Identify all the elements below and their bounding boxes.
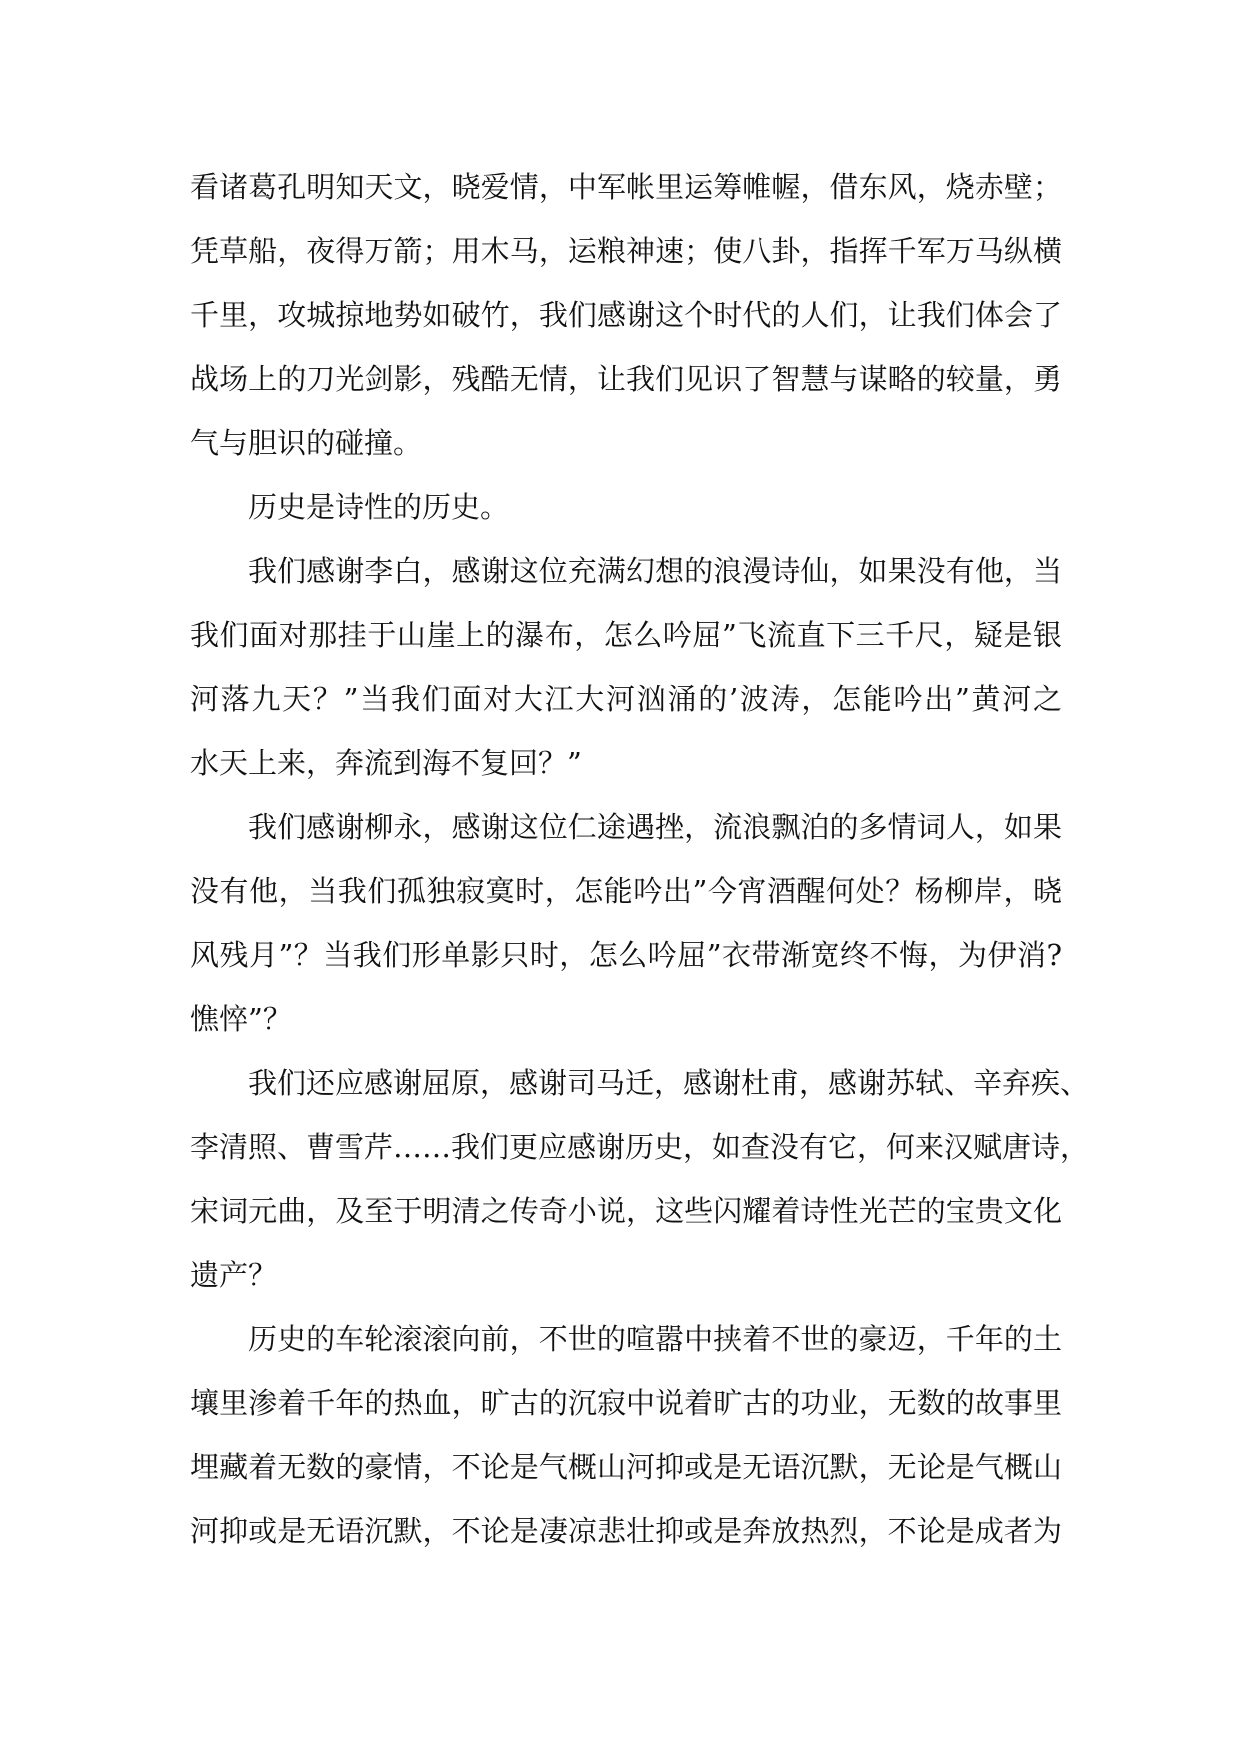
paragraph: [190, 1307, 1062, 1563]
text-line: 李清照、曹雪芹……我们更应感谢历史，如查没有它，何来汉赋唐诗，: [190, 1130, 1090, 1164]
text-line: 凭草船，夜得万箭；用木马，运粮神速；使八卦，指挥千军万马纵横: [190, 234, 1062, 268]
text-line: 遗产？: [190, 1258, 278, 1292]
text-line: 没有他，当我们孤独寂寞时，怎能吟出”今宵酒醒何处？杨柳岸，晓: [190, 874, 1062, 908]
text-line: 埋藏着无数的豪情，不论是气概山河抑或是无语沉默，无论是气概山: [190, 1450, 1062, 1484]
text-line: 河抑或是无语沉默，不论是凄凉悲壮抑或是奔放热烈，不论是成者为: [190, 1514, 1062, 1548]
text-line: 看诸葛孔明知天文，晓爱情，中军帐里运筹帷幄，借东风，烧赤壁；: [190, 170, 1062, 204]
document-body: [190, 155, 1090, 1563]
text-line: 我们感谢柳永，感谢这位仁途遇挫，流浪飘泊的多情词人，如果: [248, 810, 1062, 844]
text-line: 憔悴”？: [190, 1002, 292, 1036]
text-line: 宋词元曲，及至于明清之传奇小说，这些闪耀着诗性光芒的宝贵文化: [190, 1194, 1062, 1228]
text-line: 战场上的刀光剑影，残酷无情，让我们见识了智慧与谋略的较量，勇: [190, 362, 1062, 396]
text-line: 我们面对那挂于山崖上的瀑布，怎么吟屈”飞流直下三千尺，疑是银: [190, 618, 1062, 652]
text-line: 水天上来，奔流到海不复回？”: [190, 746, 582, 780]
text-line: 千里，攻城掠地势如破竹，我们感谢这个时代的人们，让我们体会了: [190, 298, 1062, 332]
text-line: 历史的车轮滚滚向前，不世的喧嚣中挟着不世的豪迈，千年的土: [248, 1322, 1062, 1356]
text-line: 壤里渗着千年的热血，旷古的沉寂中说着旷古的功业，无数的故事里: [190, 1386, 1062, 1420]
paragraph: [190, 539, 1062, 795]
paragraph: [190, 795, 1062, 1051]
text-line: 我们感谢李白，感谢这位充满幻想的浪漫诗仙，如果没有他，当: [248, 554, 1062, 588]
text-line: 历史是诗性的历史。: [248, 490, 510, 524]
paragraph: [190, 1051, 1090, 1307]
paragraph: [190, 475, 1062, 539]
text-line: 风残月”？当我们形单影只时，怎么吟屈”衣带渐宽终不悔，为伊消?: [190, 938, 1062, 972]
text-line: 我们还应感谢屈原，感谢司马迁，感谢杜甫，感谢苏轼、辛弃疾、: [248, 1066, 1090, 1100]
text-line: 河落九天？”当我们面对大江大河汹涌的’波涛，怎能吟出”黄河之: [190, 682, 1062, 716]
paragraph: [190, 155, 1062, 475]
text-line: 气与胆识的碰撞。: [190, 426, 423, 460]
